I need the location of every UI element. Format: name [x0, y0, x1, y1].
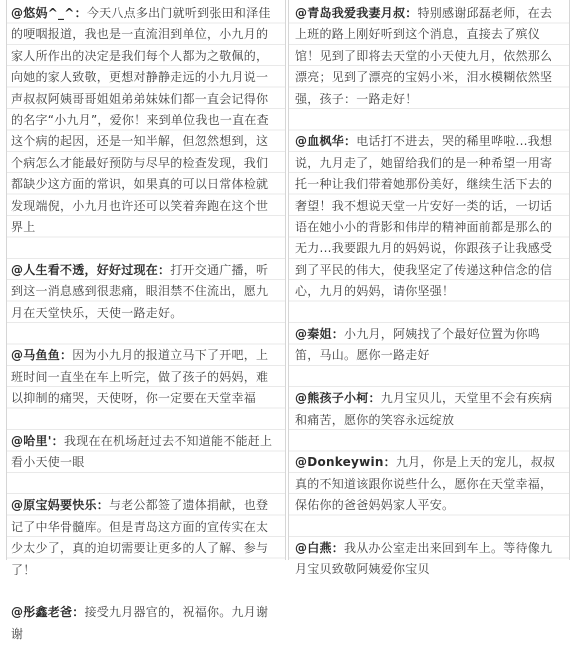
comment-entry	[11, 495, 279, 581]
commenter-name: @彤鑫老爸：	[11, 605, 85, 620]
commenter-name: @熊孩子小柯：	[295, 391, 381, 406]
comment-text: 我现在在机场赶过去不知道能不能赶上看小天使一眼	[11, 434, 273, 470]
commenter-name: @青岛我爱我妻月叔：	[295, 6, 418, 20]
commenter-name: @悠妈^_^：	[11, 6, 87, 20]
comment-entry	[295, 324, 563, 367]
comment-text: 接受九月器官的，祝福你。九月谢谢	[11, 605, 269, 641]
comment-entry	[295, 452, 563, 516]
comment-entry	[295, 3, 563, 110]
right-comment-column	[288, 0, 570, 577]
comment-entry	[11, 260, 279, 324]
comment-text: 九月宝贝儿，天堂里不会有疾病和痛苦，愿你的笑容永远绽放	[295, 391, 553, 427]
comment-text: 打开交通广播，听到这一消息感到很悲痛，眼泪禁不住流出，愿九月在天堂快乐，天使一路走好。	[11, 262, 269, 320]
commenter-name: @马鱼鱼：	[11, 348, 73, 363]
comment-entry	[295, 388, 563, 431]
comment-text: 我从办公室走出来回到车上。等待像九月宝贝致敬阿姨爱你宝贝	[295, 541, 553, 577]
comment-text: 因为小九月的报道立马下了开吧，上班时间一直坐在车上听完，做了孩子的妈妈，难以抑制的痛哭，天使呀，你一定要在天堂幸福	[11, 348, 269, 406]
commenter-name: @血枫华：	[295, 134, 357, 149]
commenter-name: @白燕：	[295, 541, 345, 556]
comment-entry	[11, 3, 279, 238]
commenter-name: @原宝妈要快乐：	[11, 498, 110, 513]
comment-text: 今天八点多出门就听到张田和泽佳的哽咽报道，我也是一直流泪到单位，小九月的家人所作出的决定是我们每个人都为之敬佩的，向她的家人致敬，更想对静静走远的小九月说一声叔叔阿姨哥哥姐姐弟弟妹妹们都一直会记得你的名字“小九月”，爱你！来到单位我也一直在查这个病的起因，还是一知半解，但忽然想到，这个病怎么才能最好预防与尽早的检查发现，我们都缺少这方面的常识，如果真的可以日常体检就发现端倪，小九月也许还可以笑着奔跑在这个世界上	[11, 6, 271, 235]
comment-entry	[295, 538, 563, 581]
comment-text: 小九月，阿姨找了个最好位置为你鸣笛，马山。愿你一路走好	[295, 327, 541, 363]
comment-entry	[11, 345, 279, 409]
commenter-name: @哈里'：	[11, 434, 64, 449]
comment-text: 与老公都签了遗体捐献，也登记了中华骨髓库。但是青岛这方面的宣传实在太少太少了，真的迫切需要让更多的人了解、参与了！	[11, 498, 269, 577]
comment-entry	[295, 131, 563, 302]
comment-entry	[11, 431, 279, 474]
comment-text: 九月，你是上天的宠儿，叔叔真的不知道该跟你说些什么，愿你在天堂幸福，保佑你的爸爸妈妈家人平安。	[295, 455, 556, 513]
comment-text: 特别感谢邱磊老师，在去上班的路上刚好听到这个消息，直接去了殡仪馆！见到了即将去天堂的小天使九月，依然那么漂亮；见到了漂亮的宝妈小米，泪水模糊依然坚强，孩子：一路走好！	[295, 6, 553, 106]
commenter-name: @人生看不透，好好过现在：	[11, 262, 171, 277]
comment-entry	[11, 602, 279, 645]
commenter-name: @Donkeywin：	[295, 455, 396, 470]
commenter-name: @秦姐：	[295, 327, 345, 342]
comment-text: 电话打不进去，哭的稀里哗啦...我想说，九月走了，她留给我们的是一种希望一用寄托一种让我们带着她那份美好，继续生活下去的奢望！我不想说天堂一片安好一类的话，一切话语在她小小的背影和伟岸的精神面前都是那么的无力...我要跟九月的妈妈说，你跟孩子让我感受到了平民的伟大，使我坚定了传递这种信念的信心，九月的妈妈，请你坚强！	[295, 134, 553, 299]
left-comment-column	[6, 0, 286, 641]
